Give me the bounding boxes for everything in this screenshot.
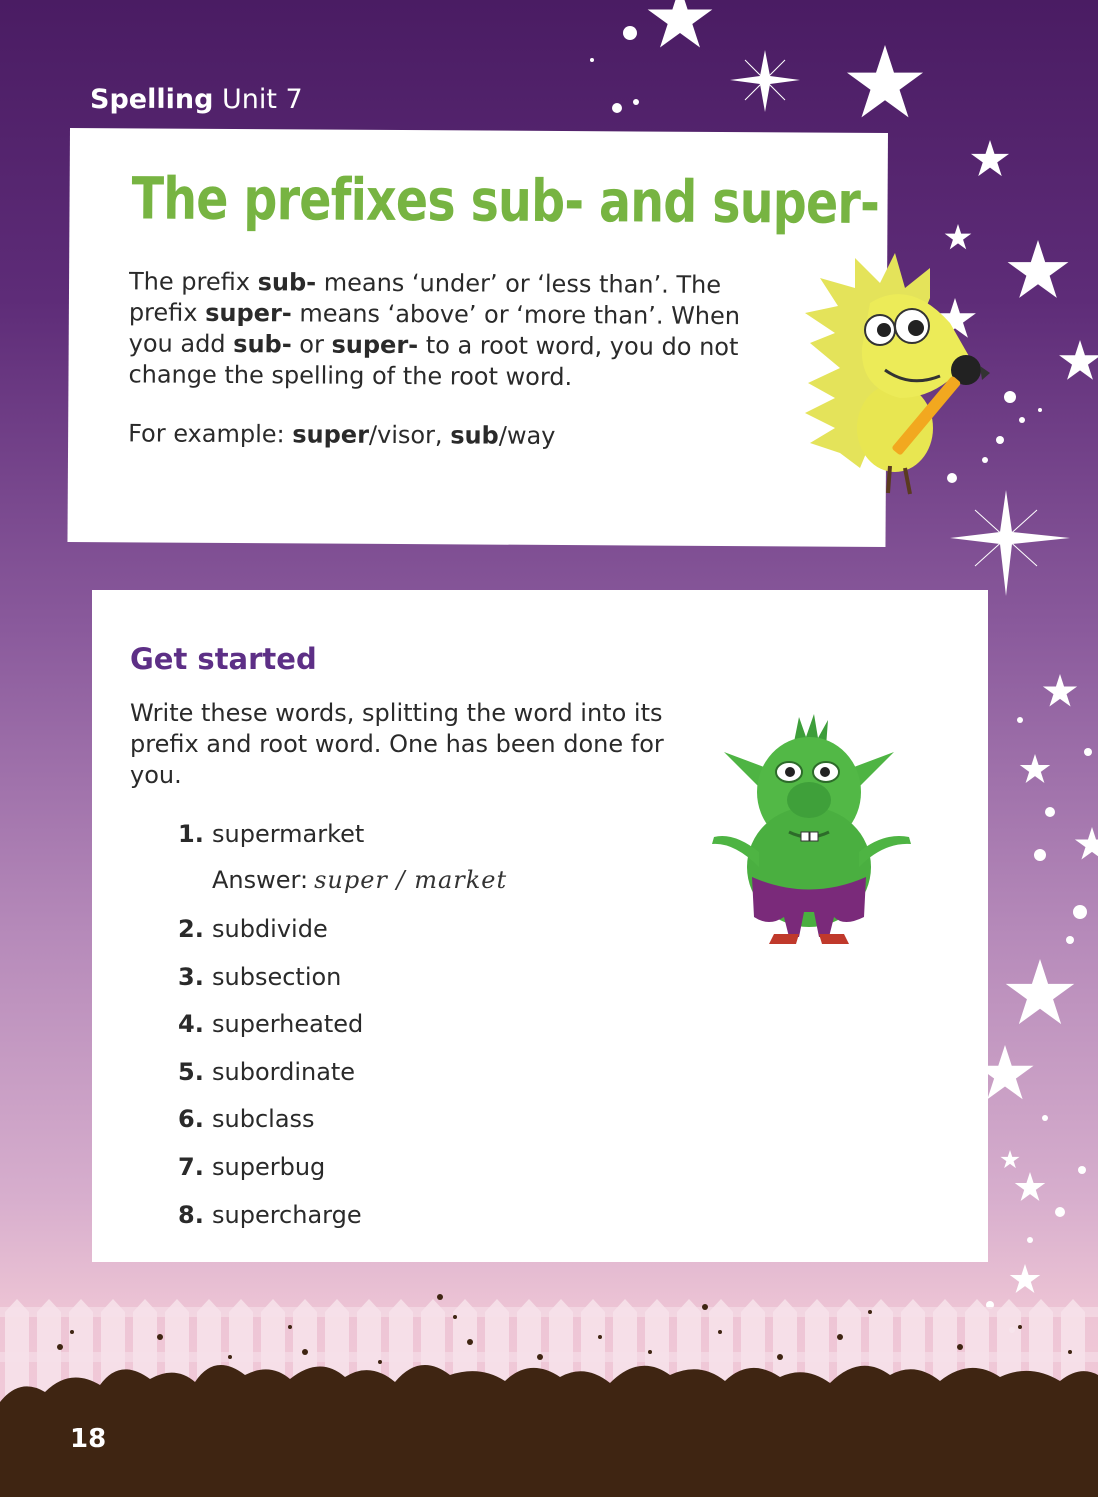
list-item <box>178 820 508 894</box>
item-word: subdivide <box>212 915 328 943</box>
item-word: supercharge <box>212 1201 362 1229</box>
item-number: 7. <box>178 1153 204 1181</box>
example-text-1: /visor, <box>368 420 451 450</box>
unit-label: Unit 7 <box>222 84 303 115</box>
intro-text-5: to a root word, you do not change the spelling of the root word. <box>128 331 739 392</box>
list-item <box>178 1201 362 1229</box>
subject-label: Spelling <box>90 84 214 115</box>
item-word: subclass <box>212 1105 315 1133</box>
item-number: 4. <box>178 1010 204 1038</box>
item-number: 5. <box>178 1058 204 1086</box>
intro-text-4: or <box>291 330 332 359</box>
list-item <box>178 1010 363 1038</box>
intro-bold-4: super- <box>331 330 419 360</box>
example-lead: For example: <box>128 419 293 449</box>
intro-bold-3: sub- <box>233 330 292 359</box>
intro-bold-2: super- <box>205 298 292 328</box>
example-bold-2: sub <box>450 421 499 450</box>
page-number: 18 <box>70 1424 107 1454</box>
item-number: 1. <box>178 820 204 848</box>
page-title: The prefixes sub- and super- <box>131 164 880 237</box>
item-word: supermarket <box>212 820 365 848</box>
item-number: 6. <box>178 1105 204 1133</box>
list-item <box>178 1105 315 1133</box>
intro-bold-1: sub- <box>257 268 317 297</box>
list-item <box>178 915 328 943</box>
example-text-2: /way <box>498 421 556 450</box>
answer-example <box>212 866 507 894</box>
item-number: 8. <box>178 1201 204 1229</box>
answer-label: Answer: <box>212 866 309 894</box>
list-item <box>178 1058 355 1086</box>
item-word: superbug <box>212 1153 326 1181</box>
list-item <box>178 963 341 991</box>
instructions: Write these words, splitting the word into its prefix and root word. One has been done for you. <box>130 699 664 789</box>
hedgehog-illustration <box>800 248 1030 508</box>
item-word: superheated <box>212 1010 364 1038</box>
goblin-illustration <box>704 712 924 952</box>
activity-card <box>92 590 988 1262</box>
item-word: subordinate <box>212 1058 356 1086</box>
intro-card <box>67 128 888 547</box>
answer-value: super / market <box>314 866 508 894</box>
example-bold-1: super <box>292 420 370 449</box>
item-number: 2. <box>178 915 204 943</box>
item-word: subsection <box>212 963 342 991</box>
intro-text-2: means ‘under’ or ‘less than’. The prefix <box>128 268 722 327</box>
list-item <box>178 1153 325 1181</box>
section-heading: Get started <box>130 642 317 676</box>
fence-ground-decoration <box>0 1257 1098 1497</box>
example-line <box>128 418 788 453</box>
page-header <box>90 84 303 115</box>
intro-paragraph <box>128 266 789 394</box>
intro-text-1: The prefix <box>128 267 258 297</box>
item-number: 3. <box>178 963 204 991</box>
intro-text-3: means ‘above’ or ‘more than’. When you add <box>128 299 741 359</box>
